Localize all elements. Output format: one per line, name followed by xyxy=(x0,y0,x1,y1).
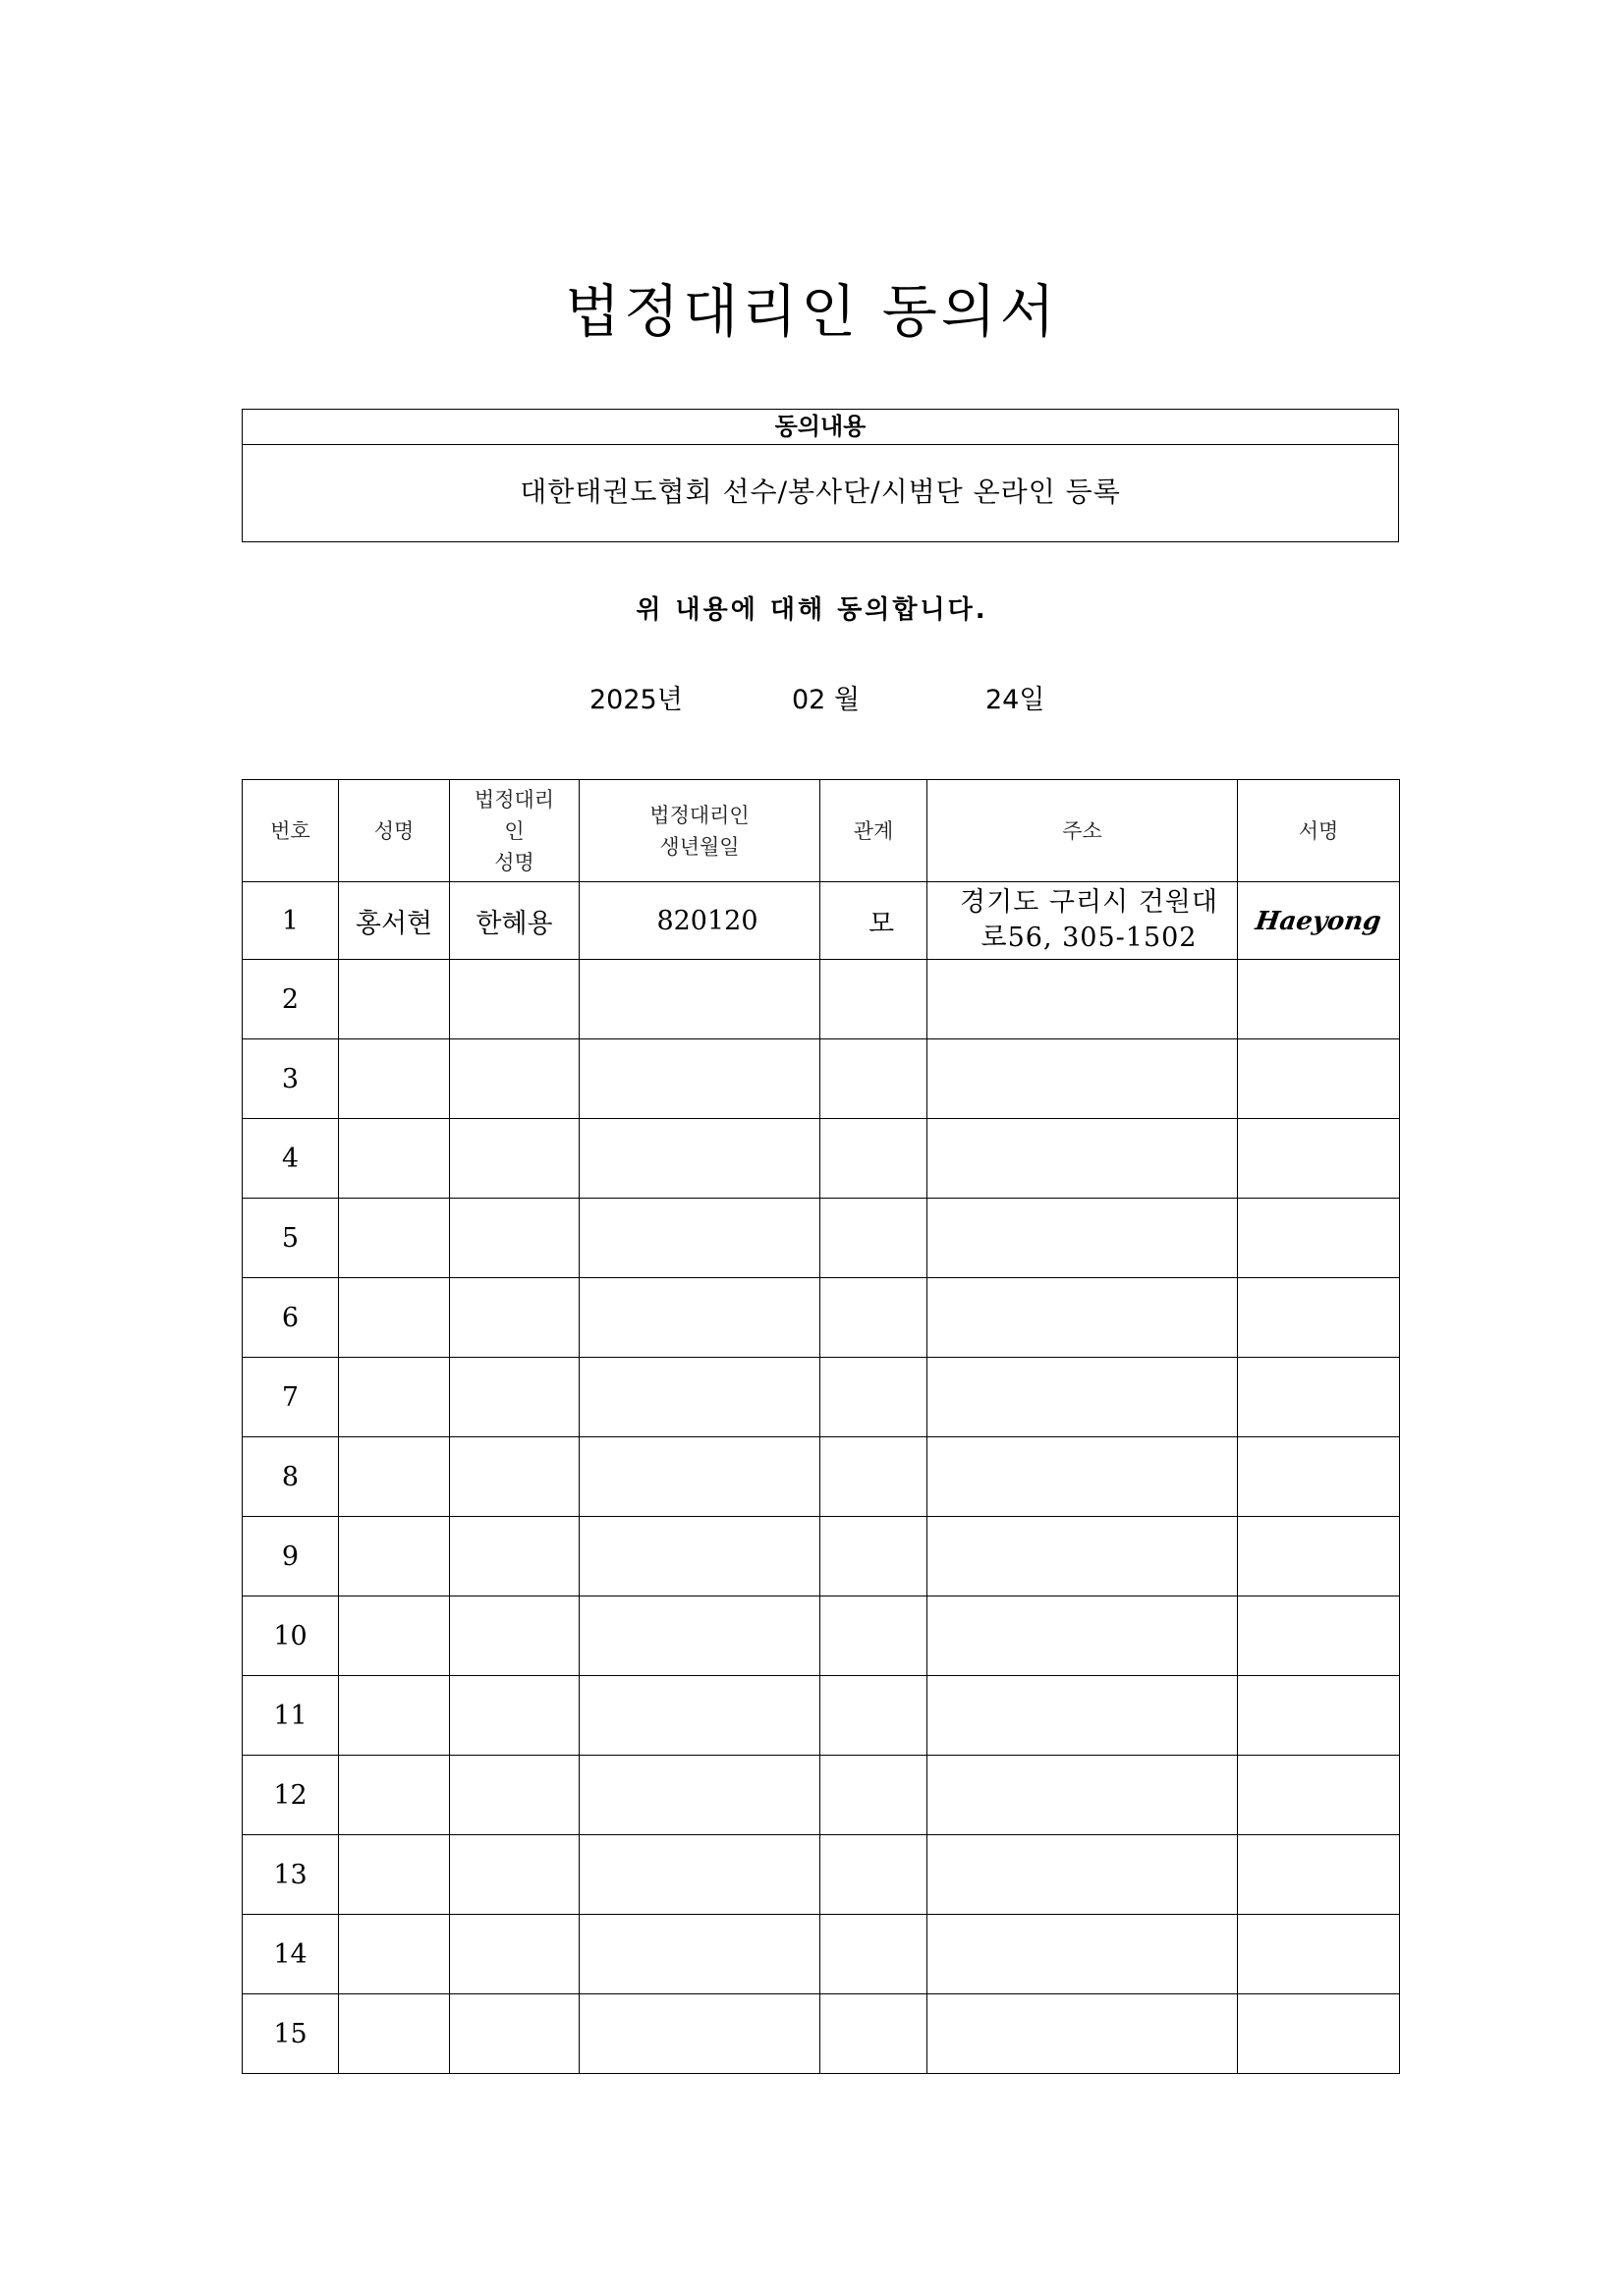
cell-birth xyxy=(580,1756,820,1835)
consent-box xyxy=(242,409,1399,542)
header-relation: 관계 xyxy=(820,780,927,882)
cell-birth xyxy=(580,1915,820,1994)
cell-signature xyxy=(1238,882,1400,960)
document-title: 법정대리인 동의서 xyxy=(565,278,1059,345)
cell-no: 15 xyxy=(243,1994,339,2074)
table-row xyxy=(243,1915,1400,1994)
cell-name xyxy=(339,1756,450,1835)
cell-guardian xyxy=(450,960,580,1039)
cell-address xyxy=(927,1039,1238,1119)
header-guardian-birth xyxy=(580,780,820,882)
cell-address xyxy=(927,1517,1238,1596)
cell-name xyxy=(339,1835,450,1915)
cell-guardian xyxy=(450,1278,580,1358)
cell-name xyxy=(339,1596,450,1676)
cell-address xyxy=(927,1278,1238,1358)
header-guardian-name-line2: 인 xyxy=(504,818,525,843)
cell-no: 4 xyxy=(243,1119,339,1199)
cell-relation xyxy=(820,1119,927,1199)
cell-signature xyxy=(1238,1278,1400,1358)
table-row xyxy=(243,1358,1400,1437)
table-row xyxy=(243,1119,1400,1199)
cell-signature xyxy=(1238,1039,1400,1119)
cell-no: 1 xyxy=(243,882,339,960)
cell-guardian xyxy=(450,1358,580,1437)
date-year: 2025년 xyxy=(589,685,683,715)
cell-name xyxy=(339,1517,450,1596)
cell-birth: 820120 xyxy=(580,882,820,960)
cell-relation xyxy=(820,1517,927,1596)
cell-address xyxy=(927,1596,1238,1676)
cell-signature xyxy=(1238,1835,1400,1915)
cell-relation xyxy=(820,1278,927,1358)
cell-signature xyxy=(1238,960,1400,1039)
table-row xyxy=(243,882,1400,960)
agreement-statement: 위 내용에 대해 동의합니다. xyxy=(636,595,988,625)
cell-no: 8 xyxy=(243,1437,339,1517)
cell-name xyxy=(339,1199,450,1278)
header-signature: 서명 xyxy=(1238,780,1400,882)
cell-guardian xyxy=(450,1915,580,1994)
cell-name xyxy=(339,1039,450,1119)
cell-no: 9 xyxy=(243,1517,339,1596)
cell-no: 6 xyxy=(243,1278,339,1358)
cell-birth xyxy=(580,1437,820,1517)
cell-name xyxy=(339,1676,450,1756)
date-day: 24일 xyxy=(985,685,1045,715)
table-row xyxy=(243,1756,1400,1835)
table-row xyxy=(243,1994,1400,2074)
cell-signature xyxy=(1238,1915,1400,1994)
date-month: 02 월 xyxy=(792,685,861,715)
cell-no: 3 xyxy=(243,1039,339,1119)
cell-relation xyxy=(820,1835,927,1915)
cell-address xyxy=(927,1676,1238,1756)
cell-relation xyxy=(820,1994,927,2074)
cell-address xyxy=(927,882,1238,960)
cell-relation: 모 xyxy=(820,882,927,960)
cell-address xyxy=(927,1756,1238,1835)
cell-name xyxy=(339,1278,450,1358)
cell-signature xyxy=(1238,1119,1400,1199)
cell-guardian xyxy=(450,1756,580,1835)
header-guardian-name-line1: 법정대리 xyxy=(474,787,555,812)
cell-birth xyxy=(580,1994,820,2074)
cell-guardian xyxy=(450,1119,580,1199)
consent-header: 동의내용 xyxy=(243,410,1398,445)
cell-relation xyxy=(820,960,927,1039)
cell-guardian xyxy=(450,1517,580,1596)
cell-signature xyxy=(1238,1437,1400,1517)
cell-no: 13 xyxy=(243,1835,339,1915)
cell-signature xyxy=(1238,1199,1400,1278)
cell-name: 홍서현 xyxy=(339,882,450,960)
cell-birth xyxy=(580,1119,820,1199)
table-row xyxy=(243,1517,1400,1596)
cell-signature xyxy=(1238,1676,1400,1756)
cell-guardian xyxy=(450,1994,580,2074)
table-row xyxy=(243,1596,1400,1676)
cell-name xyxy=(339,1994,450,2074)
cell-no: 10 xyxy=(243,1596,339,1676)
table-row xyxy=(243,1199,1400,1278)
cell-address xyxy=(927,1835,1238,1915)
cell-guardian: 한혜용 xyxy=(450,882,580,960)
table-row xyxy=(243,1278,1400,1358)
cell-guardian xyxy=(450,1437,580,1517)
cell-address xyxy=(927,1119,1238,1199)
cell-guardian xyxy=(450,1039,580,1119)
cell-birth xyxy=(580,1676,820,1756)
cell-signature xyxy=(1238,1358,1400,1437)
cell-address xyxy=(927,1199,1238,1278)
cell-guardian xyxy=(450,1835,580,1915)
cell-guardian xyxy=(450,1199,580,1278)
cell-name xyxy=(339,1915,450,1994)
cell-birth xyxy=(580,1278,820,1358)
handwritten-signature: Haeyong xyxy=(1254,906,1383,936)
table-header-row xyxy=(243,780,1400,882)
cell-name xyxy=(339,960,450,1039)
table-row xyxy=(243,1676,1400,1756)
header-address: 주소 xyxy=(927,780,1238,882)
cell-relation xyxy=(820,1596,927,1676)
cell-no: 7 xyxy=(243,1358,339,1437)
cell-guardian xyxy=(450,1596,580,1676)
header-no: 번호 xyxy=(243,780,339,882)
cell-address xyxy=(927,1358,1238,1437)
table-row xyxy=(243,1437,1400,1517)
cell-birth xyxy=(580,1517,820,1596)
cell-birth xyxy=(580,1358,820,1437)
cell-relation xyxy=(820,1039,927,1119)
address-line2: 로56, 305-1502 xyxy=(980,923,1198,953)
cell-guardian xyxy=(450,1676,580,1756)
cell-birth xyxy=(580,1039,820,1119)
table-row xyxy=(243,1835,1400,1915)
table-row xyxy=(243,960,1400,1039)
cell-no: 11 xyxy=(243,1676,339,1756)
cell-no: 5 xyxy=(243,1199,339,1278)
consent-content: 대한태권도협회 선수/봉사단/시범단 온라인 등록 xyxy=(520,476,1121,508)
cell-signature xyxy=(1238,1596,1400,1676)
cell-signature xyxy=(1238,1994,1400,2074)
cell-signature xyxy=(1238,1517,1400,1596)
cell-birth xyxy=(580,960,820,1039)
cell-address xyxy=(927,960,1238,1039)
cell-relation xyxy=(820,1915,927,1994)
address-line1: 경기도 구리시 건원대 xyxy=(960,887,1218,918)
cell-birth xyxy=(580,1199,820,1278)
cell-birth xyxy=(580,1596,820,1676)
cell-name xyxy=(339,1119,450,1199)
cell-birth xyxy=(580,1835,820,1915)
cell-relation xyxy=(820,1756,927,1835)
cell-no: 12 xyxy=(243,1756,339,1835)
cell-relation xyxy=(820,1437,927,1517)
cell-relation xyxy=(820,1676,927,1756)
header-guardian-name-line3: 성명 xyxy=(494,850,534,874)
guardian-table xyxy=(242,779,1400,2074)
cell-no: 14 xyxy=(243,1915,339,1994)
cell-name xyxy=(339,1437,450,1517)
cell-relation xyxy=(820,1199,927,1278)
cell-relation xyxy=(820,1358,927,1437)
header-name: 성명 xyxy=(339,780,450,882)
cell-signature xyxy=(1238,1756,1400,1835)
header-guardian-name xyxy=(450,780,580,882)
table-row xyxy=(243,1039,1400,1119)
cell-address xyxy=(927,1994,1238,2074)
cell-name xyxy=(339,1358,450,1437)
cell-address xyxy=(927,1915,1238,1994)
header-guardian-birth-line1: 법정대리인 xyxy=(649,803,750,827)
header-guardian-birth-line2: 생년월일 xyxy=(659,834,740,859)
cell-address xyxy=(927,1437,1238,1517)
cell-no: 2 xyxy=(243,960,339,1039)
